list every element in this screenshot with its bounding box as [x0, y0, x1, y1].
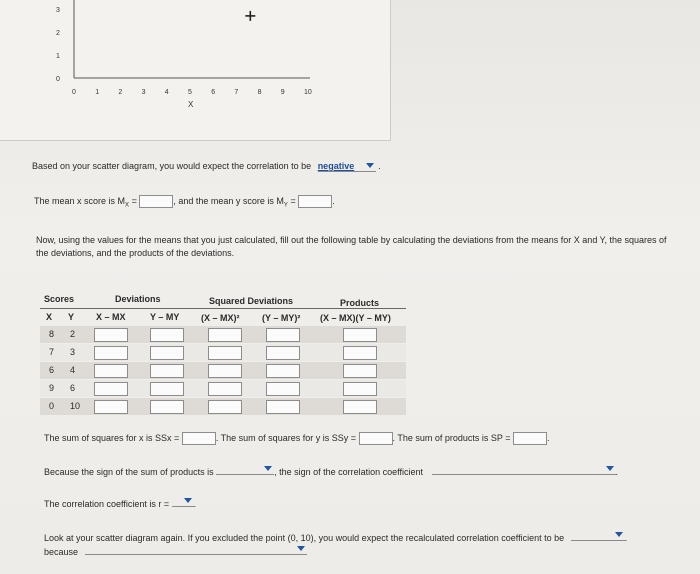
- header-divider: [40, 308, 406, 309]
- sums-line: [44, 432, 550, 445]
- ssx-input[interactable]: [182, 432, 216, 445]
- chevron-down-icon: [297, 546, 305, 551]
- correlation-question: [32, 161, 381, 172]
- x-dev-squared-input[interactable]: [208, 382, 242, 396]
- instructions: Now, using the values for the means that you just calculated, fill out the following table by calculating the deviations from the means for X and Y, the squares of the deviations, and the products of the deviations.: [36, 235, 667, 258]
- y-dev-squared-input[interactable]: [266, 382, 300, 396]
- y-deviation-input[interactable]: [150, 364, 184, 378]
- sp-label: . The sum of products is SP =: [392, 432, 511, 443]
- product-input[interactable]: [343, 382, 377, 396]
- r-dropdown[interactable]: [172, 496, 194, 507]
- scatter-plot-svg: [0, 0, 390, 140]
- chevron-down-icon: [264, 466, 272, 471]
- y-dev-squared-input[interactable]: [266, 328, 300, 342]
- score-x: 9: [49, 383, 55, 393]
- score-x: 7: [49, 347, 55, 357]
- x-deviation-input[interactable]: [94, 346, 128, 360]
- x-tick-label: 6: [211, 89, 216, 96]
- x-deviation-input[interactable]: [94, 382, 128, 396]
- header-y: Y: [68, 312, 75, 322]
- x-dev-squared-input[interactable]: [208, 328, 242, 342]
- x-tick-label: 5: [188, 89, 192, 96]
- header-y-dev-squared: (Y – MY)²: [262, 313, 301, 323]
- ssy-label: . The sum of squares for y is SSy =: [215, 432, 356, 443]
- score-y: 10: [70, 401, 81, 411]
- y-tick-label: 0: [56, 76, 60, 83]
- x-tick-label: 1: [95, 89, 100, 96]
- y-deviation-input[interactable]: [150, 328, 184, 342]
- final-question: [44, 530, 627, 543]
- mean-y-subscript: Y: [283, 202, 288, 209]
- header-x: X: [46, 312, 53, 322]
- sign-prefix: Because the sign of the sum of products is: [44, 467, 214, 477]
- sign-end: .: [615, 467, 619, 477]
- mean-x-label: The mean x score is M: [34, 195, 126, 206]
- x-tick-label: 0: [72, 89, 76, 96]
- score-x: 6: [49, 365, 55, 375]
- x-axis-label: X: [188, 100, 194, 109]
- y-tick-label: 3: [56, 7, 60, 14]
- sp-input[interactable]: [513, 432, 547, 445]
- header-y-minus-my: Y – MY: [150, 312, 180, 322]
- x-deviation-input[interactable]: [94, 364, 128, 378]
- product-input[interactable]: [343, 346, 377, 360]
- mean-y-label: , and the mean y score is M: [173, 195, 284, 206]
- y-deviation-input[interactable]: [150, 400, 184, 414]
- mean-y-equals: =: [290, 195, 296, 206]
- chevron-down-icon: [366, 163, 374, 168]
- chevron-down-icon: [606, 466, 614, 471]
- product-input[interactable]: [343, 400, 377, 414]
- means-question: [34, 195, 335, 209]
- y-deviation-input[interactable]: [150, 346, 184, 360]
- final-line2: because: [44, 547, 79, 557]
- x-dev-squared-input[interactable]: [208, 364, 242, 378]
- mean-end: .: [332, 195, 335, 206]
- chevron-down-icon: [615, 532, 623, 537]
- x-dev-squared-input[interactable]: [208, 400, 242, 414]
- correlation-question-end: .: [378, 161, 381, 171]
- mean-x-input[interactable]: [139, 195, 173, 208]
- r-question: [44, 496, 196, 509]
- header-x-minus-mx: X – MX: [96, 312, 126, 322]
- header-deviations: Deviations: [115, 294, 161, 304]
- final-recalc-dropdown[interactable]: [571, 530, 625, 541]
- r-prefix: The correlation coefficient is r =: [44, 499, 170, 509]
- mean-x-equals: =: [131, 195, 137, 206]
- header-squared-deviations: Squared Deviations: [209, 296, 294, 306]
- score-x: 0: [49, 401, 55, 411]
- x-deviation-input[interactable]: [94, 400, 128, 414]
- sign-sum-dropdown[interactable]: [216, 464, 274, 475]
- y-tick-label: 2: [56, 30, 60, 37]
- y-dev-squared-input[interactable]: [266, 346, 300, 360]
- y-dev-squared-input[interactable]: [266, 400, 300, 414]
- x-tick-label: 10: [304, 89, 312, 96]
- sign-question: [44, 464, 618, 477]
- header-x-dev-squared: (X – MX)²: [201, 313, 240, 323]
- sign-correlation-dropdown[interactable]: [432, 464, 616, 475]
- x-tick-label: 9: [280, 89, 285, 96]
- y-deviation-input[interactable]: [150, 382, 184, 396]
- scatter-plot: [0, 0, 391, 141]
- score-y: 4: [70, 365, 76, 375]
- x-tick-label: 3: [141, 89, 146, 96]
- product-input[interactable]: [343, 364, 377, 378]
- x-tick-label: 2: [118, 89, 123, 96]
- scatter-point-plus-icon[interactable]: [245, 11, 255, 21]
- x-tick-label: 7: [234, 89, 239, 96]
- score-y: 2: [70, 329, 76, 339]
- ssx-label: The sum of squares for x is SSx =: [44, 432, 180, 443]
- mean-x-subscript: X: [125, 202, 130, 209]
- final-because-dropdown[interactable]: [85, 544, 307, 555]
- x-tick-label: 4: [164, 89, 169, 96]
- correlation-question-text: Based on your scatter diagram, you would expect the correlation to be: [32, 161, 312, 171]
- header-product-of-devs: (X – MX)(Y – MY): [320, 313, 391, 323]
- final-because: [44, 544, 307, 557]
- x-deviation-input[interactable]: [94, 328, 128, 342]
- y-dev-squared-input[interactable]: [266, 364, 300, 378]
- final-end: .: [624, 533, 628, 543]
- header-products: Products: [340, 298, 380, 308]
- correlation-selected: negative: [317, 161, 355, 171]
- y-tick-label: 1: [56, 53, 60, 60]
- mean-y-input[interactable]: [298, 195, 332, 208]
- r-end: .: [193, 499, 197, 509]
- x-dev-squared-input[interactable]: [208, 346, 242, 360]
- correlation-dropdown[interactable]: [318, 161, 376, 172]
- score-y: 3: [70, 347, 76, 357]
- product-input[interactable]: [343, 328, 377, 342]
- chevron-down-icon: [184, 498, 192, 503]
- score-x: 8: [49, 329, 55, 339]
- ssy-input[interactable]: [359, 432, 393, 445]
- sums-end: .: [547, 432, 550, 443]
- header-scores: Scores: [44, 294, 75, 304]
- sign-mid: , the sign of the correlation coefficient: [274, 467, 424, 477]
- final-line1: Look at your scatter diagram again. If you excluded the point (0, 10), you would expect the recalculated correlation coefficient to be: [44, 533, 565, 543]
- score-y: 6: [70, 383, 76, 393]
- x-tick-label: 8: [257, 89, 262, 96]
